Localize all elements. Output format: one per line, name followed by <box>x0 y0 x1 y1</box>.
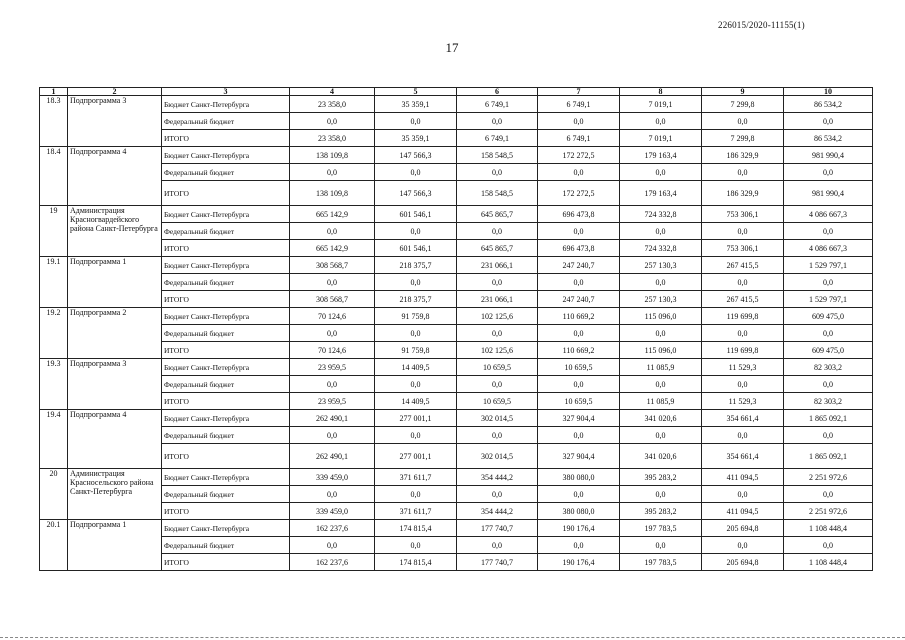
amount-cell: 0,0 <box>784 486 873 503</box>
amount-cell: 1 865 092,1 <box>784 444 873 469</box>
amount-cell: 0,0 <box>457 376 538 393</box>
amount-cell: 609 475,0 <box>784 308 873 325</box>
amount-cell: 138 109,8 <box>290 147 375 164</box>
amount-cell: 70 124,6 <box>290 342 375 359</box>
amount-cell: 190 176,4 <box>538 520 620 537</box>
amount-cell: 197 783,5 <box>620 520 702 537</box>
table-row <box>40 240 873 257</box>
amount-cell: 218 375,7 <box>375 257 457 274</box>
amount-cell: 10 659,5 <box>457 359 538 376</box>
table-row <box>40 554 873 571</box>
amount-cell: 262 490,1 <box>290 410 375 427</box>
amount-cell: 0,0 <box>457 537 538 554</box>
amount-cell: 115 096,0 <box>620 342 702 359</box>
amount-cell: 0,0 <box>290 223 375 240</box>
column-number: 8 <box>620 88 702 96</box>
amount-cell: 172 272,5 <box>538 181 620 206</box>
funding-source: Федеральный бюджет <box>162 427 290 444</box>
amount-cell: 0,0 <box>702 223 784 240</box>
amount-cell: 0,0 <box>457 113 538 130</box>
amount-cell: 4 086 667,3 <box>784 206 873 223</box>
amount-cell: 0,0 <box>620 486 702 503</box>
table-row <box>40 359 873 376</box>
amount-cell: 2 251 972,6 <box>784 469 873 486</box>
amount-cell: 0,0 <box>702 486 784 503</box>
amount-cell: 0,0 <box>375 537 457 554</box>
amount-cell: 665 142,9 <box>290 240 375 257</box>
page-bottom-rule <box>0 637 905 638</box>
program-name: Администрация Красносельского района Санкт-Петербурга <box>68 469 162 520</box>
funding-source: Бюджет Санкт-Петербурга <box>162 147 290 164</box>
amount-cell: 110 669,2 <box>538 308 620 325</box>
amount-cell: 23 959,5 <box>290 393 375 410</box>
amount-cell: 14 409,5 <box>375 359 457 376</box>
amount-cell: 119 699,8 <box>702 308 784 325</box>
amount-cell: 0,0 <box>620 376 702 393</box>
amount-cell: 0,0 <box>375 486 457 503</box>
amount-cell: 11 529,3 <box>702 359 784 376</box>
amount-cell: 327 904,4 <box>538 444 620 469</box>
funding-source: Федеральный бюджет <box>162 164 290 181</box>
amount-cell: 0,0 <box>538 223 620 240</box>
amount-cell: 82 303,2 <box>784 359 873 376</box>
amount-cell: 218 375,7 <box>375 291 457 308</box>
amount-cell: 0,0 <box>784 274 873 291</box>
program-name: Подпрограмма 3 <box>68 359 162 410</box>
table-row <box>40 469 873 486</box>
amount-cell: 0,0 <box>702 113 784 130</box>
amount-cell: 0,0 <box>457 223 538 240</box>
amount-cell: 6 749,1 <box>457 96 538 113</box>
amount-cell: 0,0 <box>457 274 538 291</box>
amount-cell: 645 865,7 <box>457 206 538 223</box>
amount-cell: 138 109,8 <box>290 181 375 206</box>
amount-cell: 0,0 <box>702 537 784 554</box>
amount-cell: 0,0 <box>620 223 702 240</box>
amount-cell: 753 306,1 <box>702 206 784 223</box>
funding-source: ИТОГО <box>162 444 290 469</box>
amount-cell: 231 066,1 <box>457 257 538 274</box>
funding-source: Федеральный бюджет <box>162 486 290 503</box>
amount-cell: 0,0 <box>290 486 375 503</box>
amount-cell: 1 529 797,1 <box>784 257 873 274</box>
amount-cell: 0,0 <box>702 325 784 342</box>
amount-cell: 10 659,5 <box>538 359 620 376</box>
amount-cell: 11 085,9 <box>620 359 702 376</box>
amount-cell: 981 990,4 <box>784 147 873 164</box>
amount-cell: 257 130,3 <box>620 291 702 308</box>
column-number: 7 <box>538 88 620 96</box>
amount-cell: 102 125,6 <box>457 308 538 325</box>
table-row <box>40 342 873 359</box>
amount-cell: 0,0 <box>290 325 375 342</box>
amount-cell: 0,0 <box>620 274 702 291</box>
amount-cell: 0,0 <box>375 376 457 393</box>
funding-source: Бюджет Санкт-Петербурга <box>162 96 290 113</box>
amount-cell: 147 566,3 <box>375 147 457 164</box>
funding-source: Федеральный бюджет <box>162 113 290 130</box>
table-row <box>40 181 873 206</box>
amount-cell: 411 094,5 <box>702 469 784 486</box>
column-number-row <box>40 88 873 96</box>
amount-cell: 981 990,4 <box>784 181 873 206</box>
amount-cell: 371 611,7 <box>375 503 457 520</box>
amount-cell: 0,0 <box>702 376 784 393</box>
row-index: 20.1 <box>40 520 68 571</box>
amount-cell: 277 001,1 <box>375 410 457 427</box>
amount-cell: 1 529 797,1 <box>784 291 873 308</box>
amount-cell: 23 358,0 <box>290 96 375 113</box>
amount-cell: 0,0 <box>538 113 620 130</box>
table-row <box>40 503 873 520</box>
funding-source: Бюджет Санкт-Петербурга <box>162 257 290 274</box>
funding-source: ИТОГО <box>162 393 290 410</box>
amount-cell: 177 740,7 <box>457 520 538 537</box>
amount-cell: 354 444,2 <box>457 469 538 486</box>
column-number: 6 <box>457 88 538 96</box>
amount-cell: 601 546,1 <box>375 240 457 257</box>
row-index: 18.4 <box>40 147 68 206</box>
column-number: 2 <box>68 88 162 96</box>
table-row <box>40 308 873 325</box>
amount-cell: 115 096,0 <box>620 308 702 325</box>
amount-cell: 14 409,5 <box>375 393 457 410</box>
table-row <box>40 147 873 164</box>
amount-cell: 6 749,1 <box>538 96 620 113</box>
amount-cell: 1 108 448,4 <box>784 554 873 571</box>
amount-cell: 0,0 <box>290 113 375 130</box>
amount-cell: 262 490,1 <box>290 444 375 469</box>
column-number: 1 <box>40 88 68 96</box>
amount-cell: 395 283,2 <box>620 503 702 520</box>
amount-cell: 174 815,4 <box>375 520 457 537</box>
amount-cell: 0,0 <box>784 537 873 554</box>
table-row <box>40 164 873 181</box>
table-row <box>40 325 873 342</box>
funding-source: Федеральный бюджет <box>162 223 290 240</box>
amount-cell: 308 568,7 <box>290 257 375 274</box>
amount-cell: 91 759,8 <box>375 342 457 359</box>
amount-cell: 0,0 <box>375 113 457 130</box>
amount-cell: 197 783,5 <box>620 554 702 571</box>
amount-cell: 0,0 <box>784 223 873 240</box>
amount-cell: 0,0 <box>375 427 457 444</box>
amount-cell: 302 014,5 <box>457 410 538 427</box>
amount-cell: 0,0 <box>538 537 620 554</box>
table-row <box>40 257 873 274</box>
funding-source: ИТОГО <box>162 342 290 359</box>
amount-cell: 724 332,8 <box>620 206 702 223</box>
row-index: 19.4 <box>40 410 68 469</box>
funding-source: ИТОГО <box>162 130 290 147</box>
funding-source: Бюджет Санкт-Петербурга <box>162 308 290 325</box>
amount-cell: 11 085,9 <box>620 393 702 410</box>
column-number: 4 <box>290 88 375 96</box>
table-row <box>40 291 873 308</box>
amount-cell: 162 237,6 <box>290 554 375 571</box>
amount-cell: 86 534,2 <box>784 96 873 113</box>
amount-cell: 302 014,5 <box>457 444 538 469</box>
funding-source: ИТОГО <box>162 240 290 257</box>
amount-cell: 0,0 <box>620 537 702 554</box>
amount-cell: 267 415,5 <box>702 257 784 274</box>
amount-cell: 7 299,8 <box>702 130 784 147</box>
amount-cell: 601 546,1 <box>375 206 457 223</box>
funding-source: Бюджет Санкт-Петербурга <box>162 520 290 537</box>
table-row <box>40 96 873 113</box>
amount-cell: 82 303,2 <box>784 393 873 410</box>
table-row <box>40 223 873 240</box>
amount-cell: 205 694,8 <box>702 520 784 537</box>
amount-cell: 0,0 <box>538 164 620 181</box>
funding-source: Бюджет Санкт-Петербурга <box>162 410 290 427</box>
amount-cell: 0,0 <box>375 274 457 291</box>
amount-cell: 277 001,1 <box>375 444 457 469</box>
amount-cell: 0,0 <box>375 325 457 342</box>
amount-cell: 102 125,6 <box>457 342 538 359</box>
amount-cell: 11 529,3 <box>702 393 784 410</box>
amount-cell: 0,0 <box>538 325 620 342</box>
row-index: 20 <box>40 469 68 520</box>
amount-cell: 0,0 <box>620 325 702 342</box>
amount-cell: 0,0 <box>290 164 375 181</box>
program-name: Подпрограмма 4 <box>68 410 162 469</box>
amount-cell: 177 740,7 <box>457 554 538 571</box>
amount-cell: 0,0 <box>784 164 873 181</box>
funding-source: ИТОГО <box>162 503 290 520</box>
amount-cell: 0,0 <box>457 164 538 181</box>
amount-cell: 0,0 <box>290 427 375 444</box>
funding-source: ИТОГО <box>162 291 290 308</box>
amount-cell: 0,0 <box>290 376 375 393</box>
amount-cell: 162 237,6 <box>290 520 375 537</box>
program-name: Подпрограмма 3 <box>68 96 162 147</box>
amount-cell: 0,0 <box>538 486 620 503</box>
amount-cell: 380 080,0 <box>538 503 620 520</box>
document-number: 226015/2020-11155(1) <box>718 20 805 30</box>
table-row <box>40 410 873 427</box>
amount-cell: 257 130,3 <box>620 257 702 274</box>
amount-cell: 327 904,4 <box>538 410 620 427</box>
table-body <box>40 96 873 571</box>
page-number: 17 <box>445 40 459 55</box>
amount-cell: 186 329,9 <box>702 181 784 206</box>
amount-cell: 119 699,8 <box>702 342 784 359</box>
program-name: Подпрограмма 1 <box>68 257 162 308</box>
amount-cell: 172 272,5 <box>538 147 620 164</box>
funding-source: ИТОГО <box>162 181 290 206</box>
row-index: 19 <box>40 206 68 257</box>
amount-cell: 7 299,8 <box>702 96 784 113</box>
amount-cell: 609 475,0 <box>784 342 873 359</box>
table-row <box>40 393 873 410</box>
funding-source: Федеральный бюджет <box>162 274 290 291</box>
row-index: 19.1 <box>40 257 68 308</box>
amount-cell: 158 548,5 <box>457 181 538 206</box>
funding-source: Бюджет Санкт-Петербурга <box>162 469 290 486</box>
amount-cell: 0,0 <box>620 427 702 444</box>
funding-source: Бюджет Санкт-Петербурга <box>162 359 290 376</box>
funding-source: Федеральный бюджет <box>162 325 290 342</box>
table-row <box>40 427 873 444</box>
amount-cell: 341 020,6 <box>620 410 702 427</box>
amount-cell: 174 815,4 <box>375 554 457 571</box>
amount-cell: 339 459,0 <box>290 469 375 486</box>
amount-cell: 186 329,9 <box>702 147 784 164</box>
funding-source: ИТОГО <box>162 554 290 571</box>
budget-table <box>39 87 873 571</box>
amount-cell: 0,0 <box>702 164 784 181</box>
amount-cell: 354 444,2 <box>457 503 538 520</box>
amount-cell: 0,0 <box>784 113 873 130</box>
column-number: 3 <box>162 88 290 96</box>
row-index: 19.3 <box>40 359 68 410</box>
amount-cell: 91 759,8 <box>375 308 457 325</box>
table-row <box>40 376 873 393</box>
program-name: Подпрограмма 1 <box>68 520 162 571</box>
amount-cell: 0,0 <box>702 274 784 291</box>
column-number: 5 <box>375 88 457 96</box>
amount-cell: 0,0 <box>784 427 873 444</box>
amount-cell: 354 661,4 <box>702 410 784 427</box>
amount-cell: 110 669,2 <box>538 342 620 359</box>
amount-cell: 665 142,9 <box>290 206 375 223</box>
amount-cell: 0,0 <box>290 274 375 291</box>
amount-cell: 158 548,5 <box>457 147 538 164</box>
amount-cell: 1 865 092,1 <box>784 410 873 427</box>
amount-cell: 395 283,2 <box>620 469 702 486</box>
amount-cell: 0,0 <box>620 113 702 130</box>
amount-cell: 696 473,8 <box>538 240 620 257</box>
amount-cell: 0,0 <box>375 223 457 240</box>
amount-cell: 724 332,8 <box>620 240 702 257</box>
amount-cell: 0,0 <box>457 427 538 444</box>
table-row <box>40 130 873 147</box>
amount-cell: 35 359,1 <box>375 96 457 113</box>
table-row <box>40 444 873 469</box>
amount-cell: 267 415,5 <box>702 291 784 308</box>
amount-cell: 753 306,1 <box>702 240 784 257</box>
amount-cell: 0,0 <box>457 325 538 342</box>
amount-cell: 23 358,0 <box>290 130 375 147</box>
amount-cell: 339 459,0 <box>290 503 375 520</box>
row-index: 19.2 <box>40 308 68 359</box>
amount-cell: 6 749,1 <box>457 130 538 147</box>
amount-cell: 205 694,8 <box>702 554 784 571</box>
table-row <box>40 520 873 537</box>
amount-cell: 35 359,1 <box>375 130 457 147</box>
amount-cell: 179 163,4 <box>620 181 702 206</box>
amount-cell: 0,0 <box>538 427 620 444</box>
amount-cell: 0,0 <box>784 376 873 393</box>
amount-cell: 0,0 <box>375 164 457 181</box>
amount-cell: 0,0 <box>784 325 873 342</box>
program-name: Администрация Красногвардейского района Санкт-Петербурга <box>68 206 162 257</box>
amount-cell: 247 240,7 <box>538 257 620 274</box>
amount-cell: 7 019,1 <box>620 96 702 113</box>
amount-cell: 10 659,5 <box>457 393 538 410</box>
amount-cell: 70 124,6 <box>290 308 375 325</box>
amount-cell: 23 959,5 <box>290 359 375 376</box>
amount-cell: 190 176,4 <box>538 554 620 571</box>
amount-cell: 4 086 667,3 <box>784 240 873 257</box>
amount-cell: 10 659,5 <box>538 393 620 410</box>
funding-source: Бюджет Санкт-Петербурга <box>162 206 290 223</box>
funding-source: Федеральный бюджет <box>162 376 290 393</box>
table-row <box>40 486 873 503</box>
table-row <box>40 206 873 223</box>
program-name: Подпрограмма 2 <box>68 308 162 359</box>
amount-cell: 411 094,5 <box>702 503 784 520</box>
amount-cell: 0,0 <box>290 537 375 554</box>
amount-cell: 86 534,2 <box>784 130 873 147</box>
amount-cell: 1 108 448,4 <box>784 520 873 537</box>
amount-cell: 6 749,1 <box>538 130 620 147</box>
amount-cell: 0,0 <box>620 164 702 181</box>
amount-cell: 147 566,3 <box>375 181 457 206</box>
amount-cell: 645 865,7 <box>457 240 538 257</box>
amount-cell: 0,0 <box>702 427 784 444</box>
column-number: 9 <box>702 88 784 96</box>
amount-cell: 696 473,8 <box>538 206 620 223</box>
amount-cell: 308 568,7 <box>290 291 375 308</box>
amount-cell: 380 080,0 <box>538 469 620 486</box>
amount-cell: 0,0 <box>538 376 620 393</box>
amount-cell: 354 661,4 <box>702 444 784 469</box>
amount-cell: 179 163,4 <box>620 147 702 164</box>
table-row <box>40 113 873 130</box>
amount-cell: 7 019,1 <box>620 130 702 147</box>
row-index: 18.3 <box>40 96 68 147</box>
amount-cell: 231 066,1 <box>457 291 538 308</box>
amount-cell: 371 611,7 <box>375 469 457 486</box>
table-row <box>40 274 873 291</box>
table-row <box>40 537 873 554</box>
amount-cell: 0,0 <box>538 274 620 291</box>
amount-cell: 247 240,7 <box>538 291 620 308</box>
column-number: 10 <box>784 88 873 96</box>
program-name: Подпрограмма 4 <box>68 147 162 206</box>
amount-cell: 341 020,6 <box>620 444 702 469</box>
funding-source: Федеральный бюджет <box>162 537 290 554</box>
amount-cell: 2 251 972,6 <box>784 503 873 520</box>
amount-cell: 0,0 <box>457 486 538 503</box>
